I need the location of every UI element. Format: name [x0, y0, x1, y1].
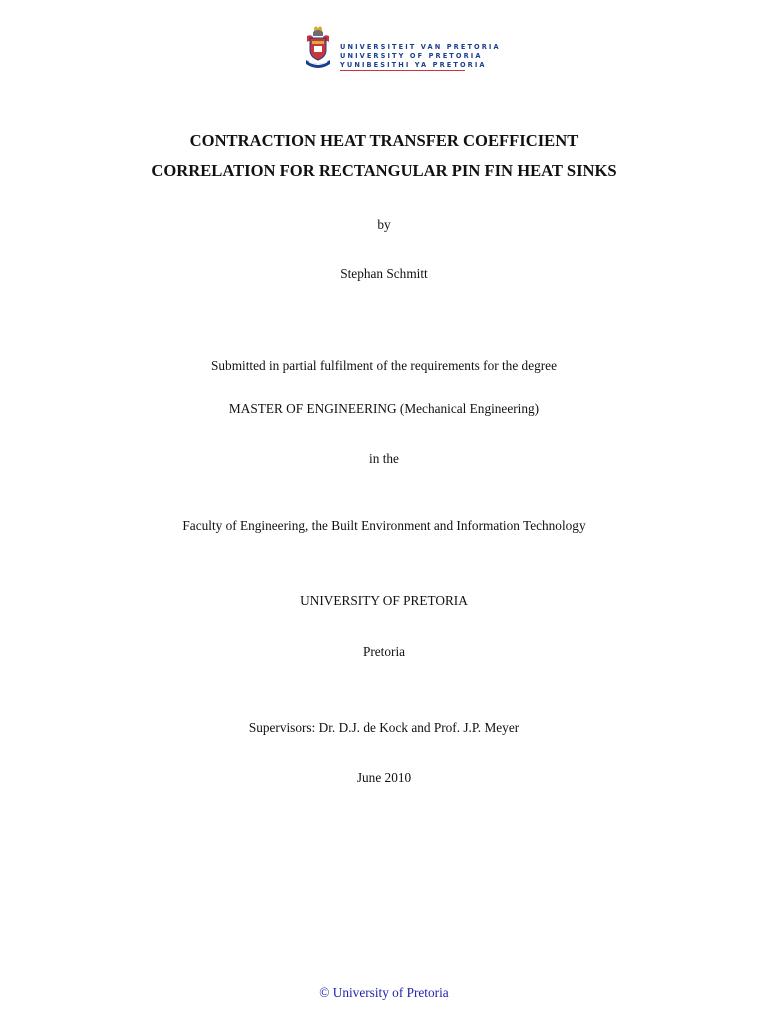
university-logo-text [340, 43, 501, 70]
logo-underline [340, 70, 465, 71]
title-line-2: CORRELATION FOR RECTANGULAR PIN FIN HEAT SINKS [151, 161, 617, 180]
title-line-1: CONTRACTION HEAT TRANSFER COEFFICIENT [189, 131, 579, 150]
submission-date: June 2010 [356, 770, 412, 785]
logo-line-afrikaans: UNIVERSITEIT VAN PRETORIA [340, 43, 501, 51]
submitted-statement: Submitted in partial fulfilment of the requirements for the degree [211, 358, 557, 373]
university-logo [303, 26, 501, 74]
logo-line-english: UNIVERSITY OF PRETORIA [340, 52, 483, 60]
in-the-label: in the [369, 451, 399, 466]
supervisors: Supervisors: Dr. D.J. de Kock and Prof. J.P. Meyer [248, 720, 520, 735]
university-crest-icon [303, 26, 333, 72]
city-name: Pretoria [362, 644, 406, 659]
author-name: Stephan Schmitt [340, 266, 428, 281]
copyright-notice: © University of Pretoria [319, 985, 449, 1000]
logo-line-sepedi: YUNIBESITHI YA PRETORIA [340, 61, 487, 69]
faculty-name: Faculty of Engineering, the Built Environment and Information Technology [182, 518, 586, 533]
university-name: UNIVERSITY OF PRETORIA [300, 593, 468, 608]
degree-name: MASTER OF ENGINEERING (Mechanical Engineering) [228, 401, 540, 416]
by-label: by [377, 217, 391, 232]
